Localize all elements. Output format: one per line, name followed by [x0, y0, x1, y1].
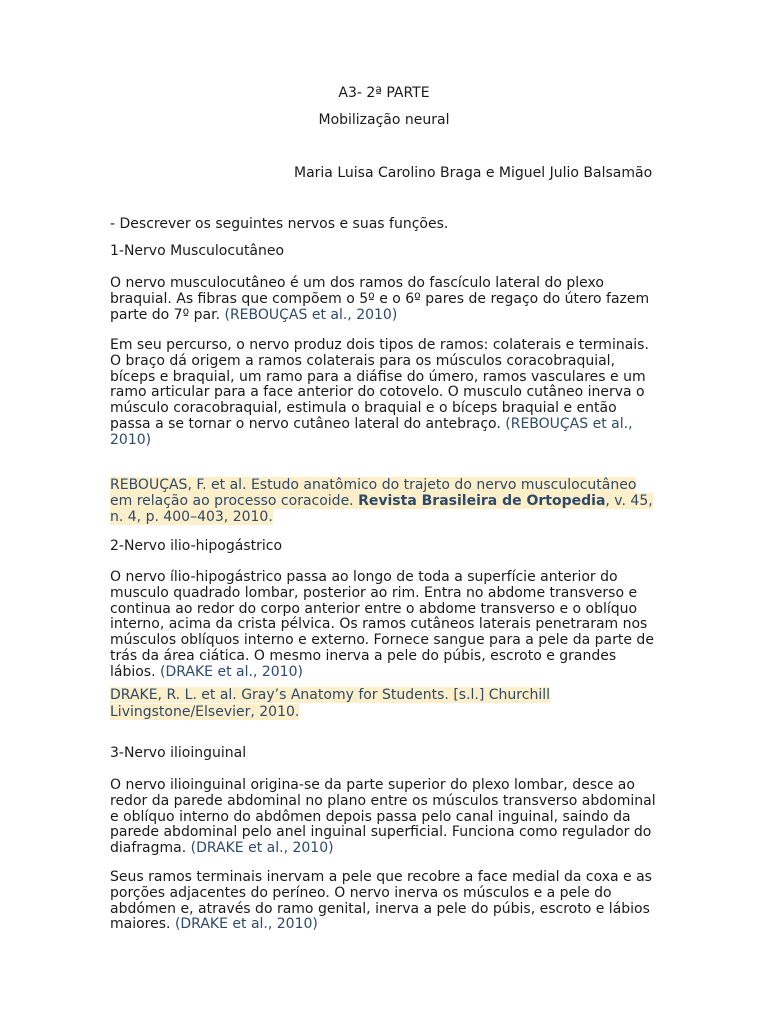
paragraph-text: Em seu percurso, o nervo produz dois tipos de ramos: colaterais e terminais. O braço dá origem a ramos colaterais para os músculos coracobraquial, bíceps e braquial, um ramo para a diáfise do úmero, ramos vasculares e um ramo articular para a face anterior do cotovelo. O musculo cutâneo inerva o músculo coracobraquial, estimula o braquial e o bíceps braquial e então passa a se tornar o nervo cutâneo lateral do antebraço. — [110, 337, 649, 432]
reference-reboucas — [110, 478, 658, 525]
paragraph-text: O nervo ilioinguinal origina-se da parte superior do plexo lombar, desce ao redor da parede abdominal no plano entre os músculos transverso abdominal e oblíquo interno do abdômen depois passa pelo canal inguinal, saindo da parede abdominal pelo anel inguinal superficial. Funciona como regulador do diafragma. — [110, 777, 656, 857]
paragraph-text: O nervo musculocutâneo é um dos ramos do fascículo lateral do plexo braquial. As fibras que compõem o 5º e o 6º pares de regaço do útero fazem parte do 7º par. — [110, 275, 650, 323]
citation: (REBOUÇAS et al., 2010) — [110, 415, 633, 448]
intro-text: - Descrever os seguintes nervos e suas funções. — [110, 216, 449, 232]
citation: (DRAKE et al., 2010) — [174, 916, 318, 933]
citation: (REBOUÇAS et al., 2010) — [224, 306, 398, 323]
paragraph — [110, 870, 658, 933]
document-title: A3- 2ª PARTE — [338, 85, 430, 101]
reference-text: DRAKE, R. L. et al. Gray’s Anatomy for Students. [s.l.] Churchill Livingstone/Elsevier, 2010. — [110, 687, 550, 720]
paragraph-text: O nervo ílio-hipogástrico passa ao longo de toda a superfície anterior do musculo quadrado lombar, posterior ao rim. Entra no abdome transverso e continua ao redor do corpo anterior entre o abdome transverso e o oblíquo interno, acima da crista pélvica. Os ramos cutâneos laterais penetraram nos músculos oblíquos interno e externo. Fornece sangue para a pele da parte de trás da área ciática. O mesmo inerva a pele do púbis, escroto e grandes lábios. — [110, 569, 654, 680]
authors: Maria Luisa Carolino Braga e Miguel Julio Balsamão — [294, 165, 653, 181]
reference-journal: Revista Brasileira de Ortopedia — [358, 492, 606, 509]
section-heading-ilioinguinal: 3-Nervo ilioinguinal — [110, 745, 247, 761]
section-heading-ilio-hipogastrico: 2-Nervo ilio-hipogástrico — [110, 538, 283, 554]
reference-details: , v. 45, n. 4, p. 400–403, 2010. — [110, 492, 653, 525]
paragraph — [110, 570, 658, 681]
citation: (DRAKE et al., 2010) — [160, 663, 303, 680]
paragraph — [110, 276, 658, 323]
reference-drake — [110, 687, 658, 720]
paragraph — [110, 338, 658, 449]
paragraph-text: Seus ramos terminais inervam a pele que recobre a face medial da coxa e as porções adjacentes do períneo. O nervo inerva os músculos e a pele do abdómen e, através do ramo genital, inerva a pele do púbis, escroto e lábios maiores. — [110, 869, 652, 933]
reference-text: REBOUÇAS, F. et al. Estudo anatômico do trajeto do nervo musculocutâneo em relação ao processo coracoide. — [110, 477, 637, 509]
citation: (DRAKE et al., 2010) — [190, 840, 334, 857]
paragraph — [110, 778, 658, 857]
section-heading-musculocutaneo: 1-Nervo Musculocutâneo — [110, 243, 285, 259]
document-subtitle: Mobilização neural — [318, 112, 450, 128]
